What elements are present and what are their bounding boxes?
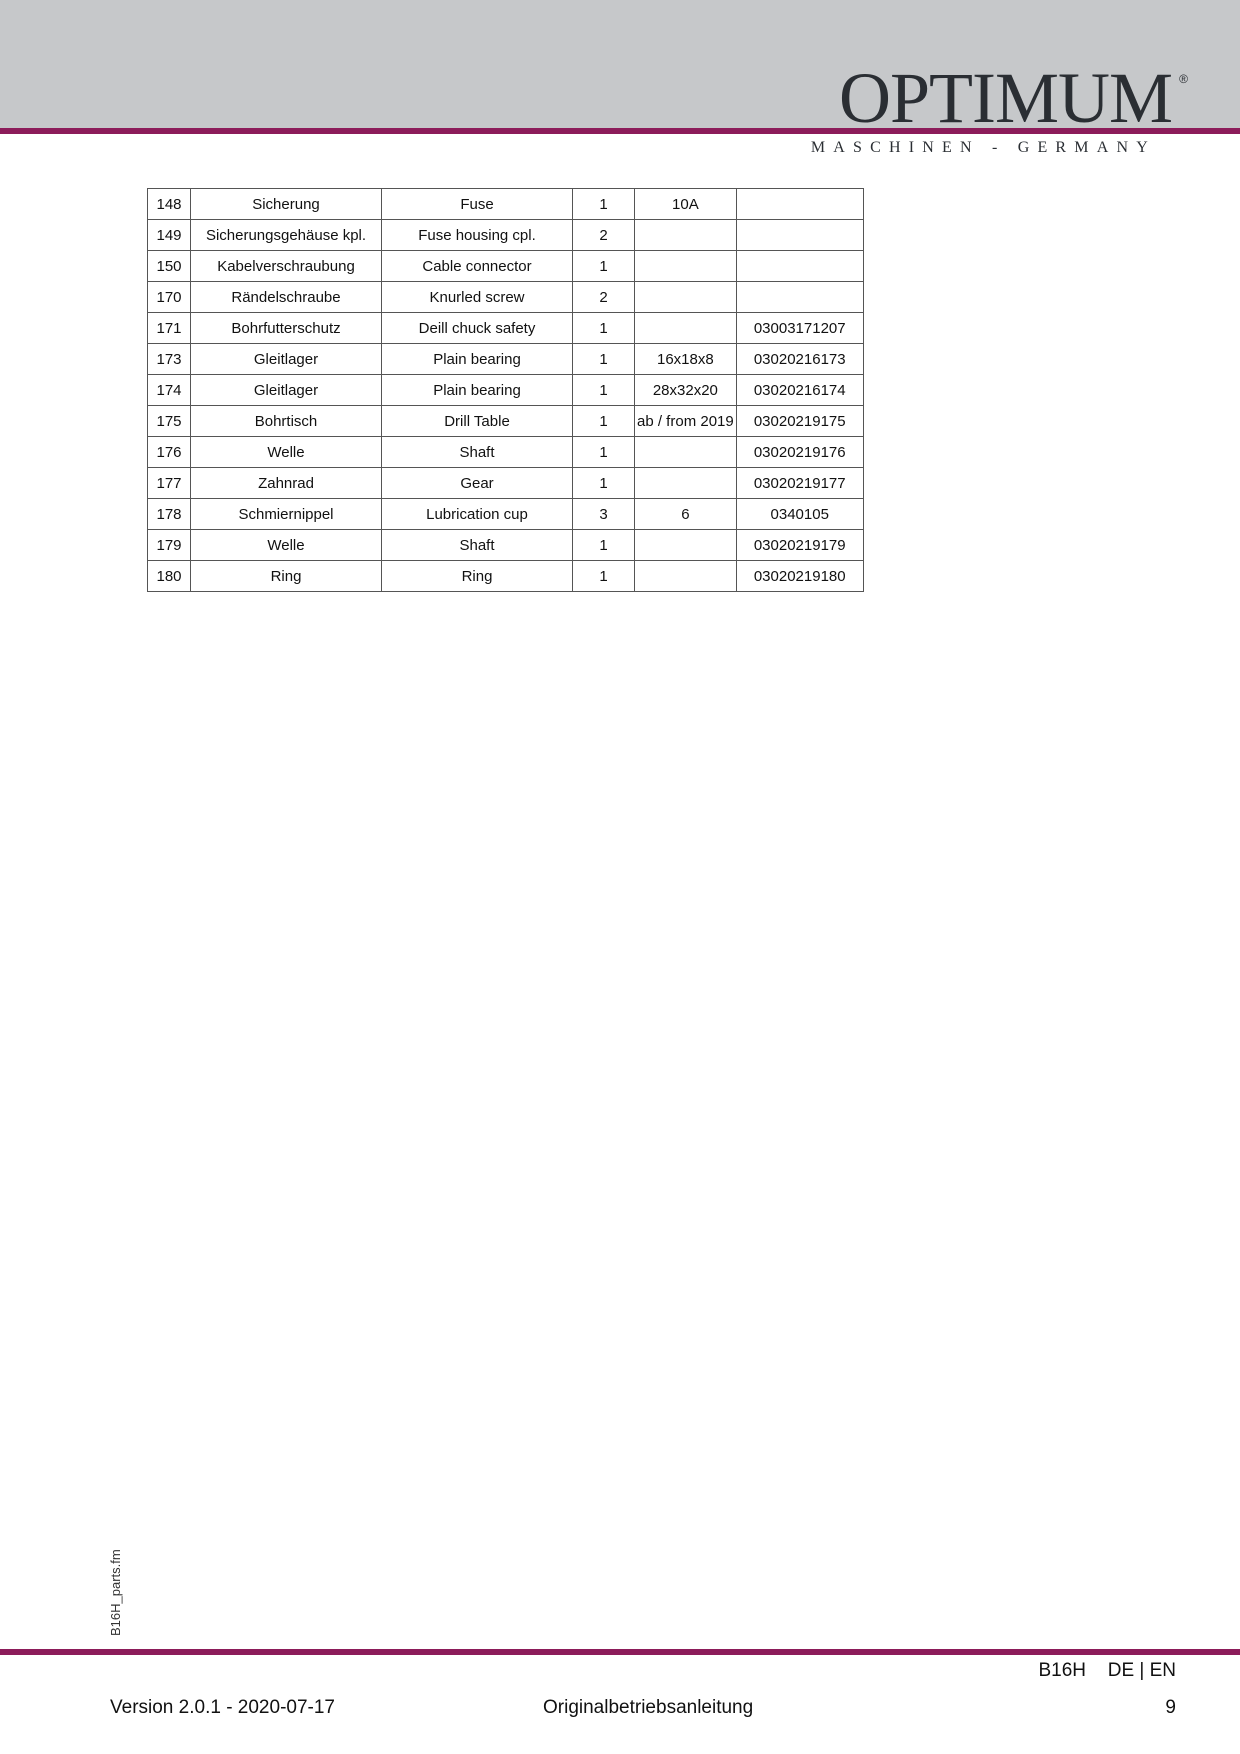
cell-position: 173 — [148, 344, 191, 375]
cell-name-de: Zahnrad — [191, 468, 382, 499]
cell-name-de: Ring — [191, 561, 382, 592]
cell-size: 6 — [635, 499, 737, 530]
cell-name-de: Bohrtisch — [191, 406, 382, 437]
cell-position: 176 — [148, 437, 191, 468]
cell-quantity: 1 — [573, 313, 635, 344]
cell-position: 177 — [148, 468, 191, 499]
cell-name-de: Gleitlager — [191, 375, 382, 406]
cell-quantity: 3 — [573, 499, 635, 530]
cell-size — [635, 561, 737, 592]
cell-size — [635, 282, 737, 313]
cell-quantity: 1 — [573, 189, 635, 220]
cell-position: 174 — [148, 375, 191, 406]
cell-name-en: Shaft — [382, 437, 573, 468]
cell-name-de: Welle — [191, 437, 382, 468]
cell-size — [635, 468, 737, 499]
cell-item-number: 03020219180 — [736, 561, 863, 592]
table-row — [148, 530, 864, 561]
cell-name-en: Deill chuck safety — [382, 313, 573, 344]
cell-size — [635, 437, 737, 468]
table-row — [148, 561, 864, 592]
logo-subtitle: MASCHINEN - GERMANY — [810, 139, 1156, 156]
table-row — [148, 313, 864, 344]
cell-item-number: 03020216173 — [736, 344, 863, 375]
cell-quantity: 1 — [573, 344, 635, 375]
cell-size — [635, 313, 737, 344]
parts-table-body — [148, 189, 864, 592]
cell-name-en: Drill Table — [382, 406, 573, 437]
footer-doc-title: Originalbetriebsanleitung — [543, 1697, 754, 1718]
cell-quantity: 2 — [573, 282, 635, 313]
footer-accent-rule — [0, 1649, 1240, 1655]
cell-size — [635, 251, 737, 282]
cell-position: 171 — [148, 313, 191, 344]
parts-table — [147, 188, 864, 592]
cell-name-de: Gleitlager — [191, 344, 382, 375]
cell-size — [635, 530, 737, 561]
table-row — [148, 375, 864, 406]
cell-name-de: Kabelverschraubung — [191, 251, 382, 282]
cell-position: 150 — [148, 251, 191, 282]
cell-item-number: 0340105 — [736, 499, 863, 530]
optimum-logo: OPTIMUM — [838, 58, 1172, 138]
footer-languages: DE | EN — [1107, 1660, 1176, 1681]
cell-quantity: 1 — [573, 530, 635, 561]
cell-size: ab / from 2019 — [635, 406, 737, 437]
cell-size: 10A — [635, 189, 737, 220]
cell-quantity: 1 — [573, 468, 635, 499]
cell-item-number: 03020219177 — [736, 468, 863, 499]
cell-name-en: Ring — [382, 561, 573, 592]
cell-position: 170 — [148, 282, 191, 313]
cell-position: 148 — [148, 189, 191, 220]
cell-name-de: Sicherungsgehäuse kpl. — [191, 220, 382, 251]
cell-name-en: Lubrication cup — [382, 499, 573, 530]
cell-quantity: 1 — [573, 375, 635, 406]
cell-item-number — [736, 282, 863, 313]
table-row — [148, 344, 864, 375]
cell-item-number: 03020219175 — [736, 406, 863, 437]
cell-position: 149 — [148, 220, 191, 251]
table-row — [148, 220, 864, 251]
cell-item-number: 03003171207 — [736, 313, 863, 344]
table-row — [148, 499, 864, 530]
table-row — [148, 189, 864, 220]
footer-page-number: 9 — [1165, 1697, 1176, 1718]
table-row — [148, 282, 864, 313]
cell-name-de: Bohrfutterschutz — [191, 313, 382, 344]
cell-position: 178 — [148, 499, 191, 530]
registered-mark: ® — [1179, 72, 1188, 86]
cell-name-en: Gear — [382, 468, 573, 499]
cell-name-en: Plain bearing — [382, 344, 573, 375]
cell-position: 175 — [148, 406, 191, 437]
cell-name-de: Schmiernippel — [191, 499, 382, 530]
footer-version: Version 2.0.1 - 2020-07-17 — [110, 1697, 335, 1718]
cell-quantity: 1 — [573, 406, 635, 437]
cell-name-en: Fuse housing cpl. — [382, 220, 573, 251]
cell-item-number — [736, 189, 863, 220]
cell-size — [635, 220, 737, 251]
cell-name-en: Knurled screw — [382, 282, 573, 313]
cell-name-de: Rändelschraube — [191, 282, 382, 313]
table-row — [148, 437, 864, 468]
cell-size: 28x32x20 — [635, 375, 737, 406]
cell-quantity: 1 — [573, 251, 635, 282]
table-row — [148, 468, 864, 499]
cell-quantity: 1 — [573, 561, 635, 592]
cell-name-en: Fuse — [382, 189, 573, 220]
side-file-label: B16H_parts.fm — [108, 1549, 123, 1636]
cell-quantity: 1 — [573, 437, 635, 468]
cell-name-en: Cable connector — [382, 251, 573, 282]
cell-item-number: 03020219179 — [736, 530, 863, 561]
cell-item-number — [736, 251, 863, 282]
cell-size: 16x18x8 — [635, 344, 737, 375]
cell-name-de: Welle — [191, 530, 382, 561]
cell-item-number: 03020219176 — [736, 437, 863, 468]
table-row — [148, 406, 864, 437]
cell-name-en: Plain bearing — [382, 375, 573, 406]
cell-name-de: Sicherung — [191, 189, 382, 220]
cell-quantity: 2 — [573, 220, 635, 251]
cell-position: 180 — [148, 561, 191, 592]
cell-name-en: Shaft — [382, 530, 573, 561]
footer-model: B16H — [1038, 1660, 1086, 1681]
table-row — [148, 251, 864, 282]
cell-item-number: 03020216174 — [736, 375, 863, 406]
cell-item-number — [736, 220, 863, 251]
cell-position: 179 — [148, 530, 191, 561]
